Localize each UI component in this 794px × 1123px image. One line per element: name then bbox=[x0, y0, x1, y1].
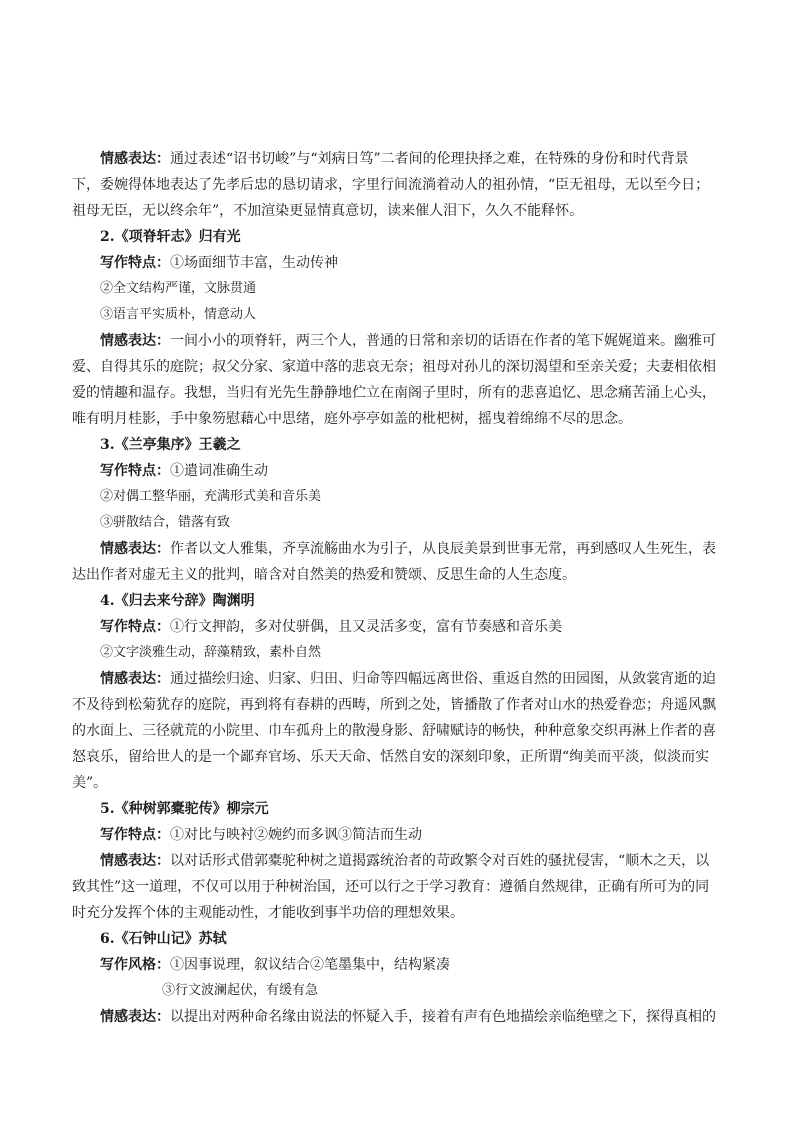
field-label: 情感表达： bbox=[100, 151, 170, 167]
text-line bbox=[100, 150, 689, 168]
text-line bbox=[72, 722, 716, 740]
text-line bbox=[72, 878, 709, 896]
text-line bbox=[100, 488, 321, 506]
line-text: 爱、自得其乐的庭院；叔父分家、家道中落的悲哀无奈；祖母对孙儿的深切渴望和至亲关爱；夫妻相依相 bbox=[72, 359, 716, 375]
text-line bbox=[100, 644, 321, 662]
line-text: ①行文押韵，多对仗骈偶，且又灵活多变，富有节奏感和音乐美 bbox=[170, 619, 562, 635]
text-line bbox=[72, 384, 716, 402]
line-text: 唯有明月桂影，手中象笏慰藉心中思绪，庭外亭亭如盖的枇杷树，摇曳着绵绵不尽的思念。 bbox=[72, 411, 632, 427]
line-text: ③行文波澜起伏，有缓有急 bbox=[162, 983, 319, 998]
field-label: 情感表达： bbox=[100, 1009, 170, 1025]
line-text: 爱的情趣和温存。我想，当归有光先生静静地伫立在南阁子里时，所有的悲喜追忆、思念痛苦涌上心头， bbox=[72, 385, 716, 401]
line-text: 通过表述“诏书切峻”与“刘病日笃”二者间的伦理抉择之难，在特殊的身份和时代背景 bbox=[170, 151, 689, 167]
heading-title: 6.《石钟山记》 bbox=[100, 931, 199, 947]
heading-author: 归有光 bbox=[198, 229, 241, 245]
text-line bbox=[72, 696, 716, 714]
line-text: ①场面细节丰富，生动传神 bbox=[170, 255, 338, 271]
line-text: 一间小小的项脊轩，两三个人，普通的日常和亲切的话语在作者的笔下娓娓道来。幽雅可 bbox=[170, 333, 716, 349]
line-text: 祖母无臣，无以终余年”，不加渲染更显情真意切，读来催人泪下，久久不能释怀。 bbox=[72, 203, 584, 219]
heading-author: 苏轼 bbox=[198, 931, 227, 947]
section-heading bbox=[100, 436, 241, 454]
line-text: 作者以文人雅集，齐享流觞曲水为引子，从良辰美景到世事无常，再到感叹人生死生，表 bbox=[170, 541, 716, 557]
line-text: 致其性”这一道理，不仅可以用于种树治国，还可以行之于学习教育：遵循自然规律，正确有所可为的同 bbox=[72, 879, 710, 895]
field-label: 写作特点： bbox=[100, 827, 170, 843]
line-text: ②全文结构严谨，文脉贯通 bbox=[100, 281, 257, 296]
text-line bbox=[100, 618, 562, 636]
field-label: 写作特点： bbox=[100, 619, 170, 635]
section-heading bbox=[100, 930, 227, 948]
text-line bbox=[72, 410, 632, 428]
heading-title: 4.《归去来兮辞》 bbox=[100, 593, 213, 609]
text-line bbox=[100, 306, 256, 324]
line-text: 不及待到松菊犹存的庭院，再到将有春耕的西畴，所到之处，皆播散了作者对山水的热爱眷恋；舟遥风飘 bbox=[72, 697, 716, 713]
heading-title: 5.《种树郭橐驼传》 bbox=[100, 801, 227, 817]
line-text: 时充分发挥个体的主观能动性，才能收到事半功倍的理想效果。 bbox=[72, 905, 464, 921]
line-text: ③语言平实质朴，情意动人 bbox=[100, 307, 257, 322]
field-label: 情感表达： bbox=[100, 853, 170, 869]
heading-author: 王羲之 bbox=[198, 437, 241, 453]
text-line bbox=[100, 332, 716, 350]
text-line bbox=[72, 566, 576, 584]
text-line bbox=[100, 540, 716, 558]
text-line bbox=[100, 826, 422, 844]
text-line bbox=[100, 1008, 716, 1026]
field-label: 情感表达： bbox=[100, 541, 170, 557]
field-label: 写作特点： bbox=[100, 463, 170, 479]
section-heading bbox=[100, 228, 241, 246]
line-text: 以提出对两种命名缘由说法的怀疑入手，接着有声有色地描绘亲临绝壁之下，探得真相的 bbox=[170, 1009, 716, 1025]
line-text: ③骈散结合，错落有致 bbox=[100, 515, 231, 530]
line-text: 下，委婉得体地表达了先孝后忠的恳切请求，字里行间流淌着动人的祖孙情，“臣无祖母，无以至今日； bbox=[72, 177, 710, 193]
line-text: ②对偶工整华丽，充满形式美和音乐美 bbox=[100, 489, 322, 504]
text-line bbox=[100, 254, 338, 272]
text-line bbox=[72, 176, 709, 194]
field-label: 写作特点： bbox=[100, 255, 170, 271]
text-line bbox=[72, 748, 709, 766]
heading-author: 陶渊明 bbox=[212, 593, 255, 609]
heading-title: 3.《兰亭集序》 bbox=[100, 437, 199, 453]
text-line bbox=[72, 904, 464, 922]
text-line bbox=[72, 358, 716, 376]
heading-author: 柳宗元 bbox=[226, 801, 269, 817]
text-line bbox=[162, 982, 318, 1000]
field-label: 写作风格： bbox=[100, 957, 170, 973]
heading-title: 2.《项脊轩志》 bbox=[100, 229, 199, 245]
line-text: ①对比与映衬②婉约而多讽③简洁而生动 bbox=[170, 827, 422, 843]
line-text: 以对话形式借郭橐驼种树之道揭露统治者的苛政繁令对百姓的骚扰侵害，“顺木之天，以 bbox=[170, 853, 710, 869]
text-line bbox=[72, 774, 107, 792]
text-line bbox=[100, 280, 256, 298]
line-text: 的水面上、三径就荒的小院里、巾车孤舟上的散漫身影、舒啸赋诗的畅快，种种意象交织再淋上作者的喜 bbox=[72, 723, 716, 739]
line-text: ①因事说理，叙议结合②笔墨集中，结构紧凑 bbox=[170, 957, 450, 973]
text-line bbox=[100, 670, 716, 688]
line-text: 美”。 bbox=[72, 775, 108, 791]
text-line bbox=[72, 202, 583, 220]
text-line bbox=[100, 462, 268, 480]
field-label: 情感表达： bbox=[100, 333, 170, 349]
line-text: 怒哀乐，留给世人的是一个鄙弃官场、乐天天命、恬然自安的深刻印象，正所谓“绚美而平淡，似淡而实 bbox=[72, 749, 710, 765]
section-heading bbox=[100, 592, 255, 610]
line-text: ②文字淡雅生动，辞藻精致，素朴自然 bbox=[100, 645, 322, 660]
line-text: 达出作者对虚无主义的批判，暗含对自然美的热爱和赞颂、反思生命的人生态度。 bbox=[72, 567, 576, 583]
line-text: ①遣词准确生动 bbox=[170, 463, 268, 479]
text-line bbox=[100, 852, 709, 870]
text-line bbox=[100, 956, 450, 974]
text-line bbox=[100, 514, 230, 532]
field-label: 情感表达： bbox=[100, 671, 170, 687]
section-heading bbox=[100, 800, 269, 818]
line-text: 通过描绘归途、归家、归田、归命等四幅远离世俗、重返自然的田园图，从敛裳宵逝的迫 bbox=[170, 671, 716, 687]
